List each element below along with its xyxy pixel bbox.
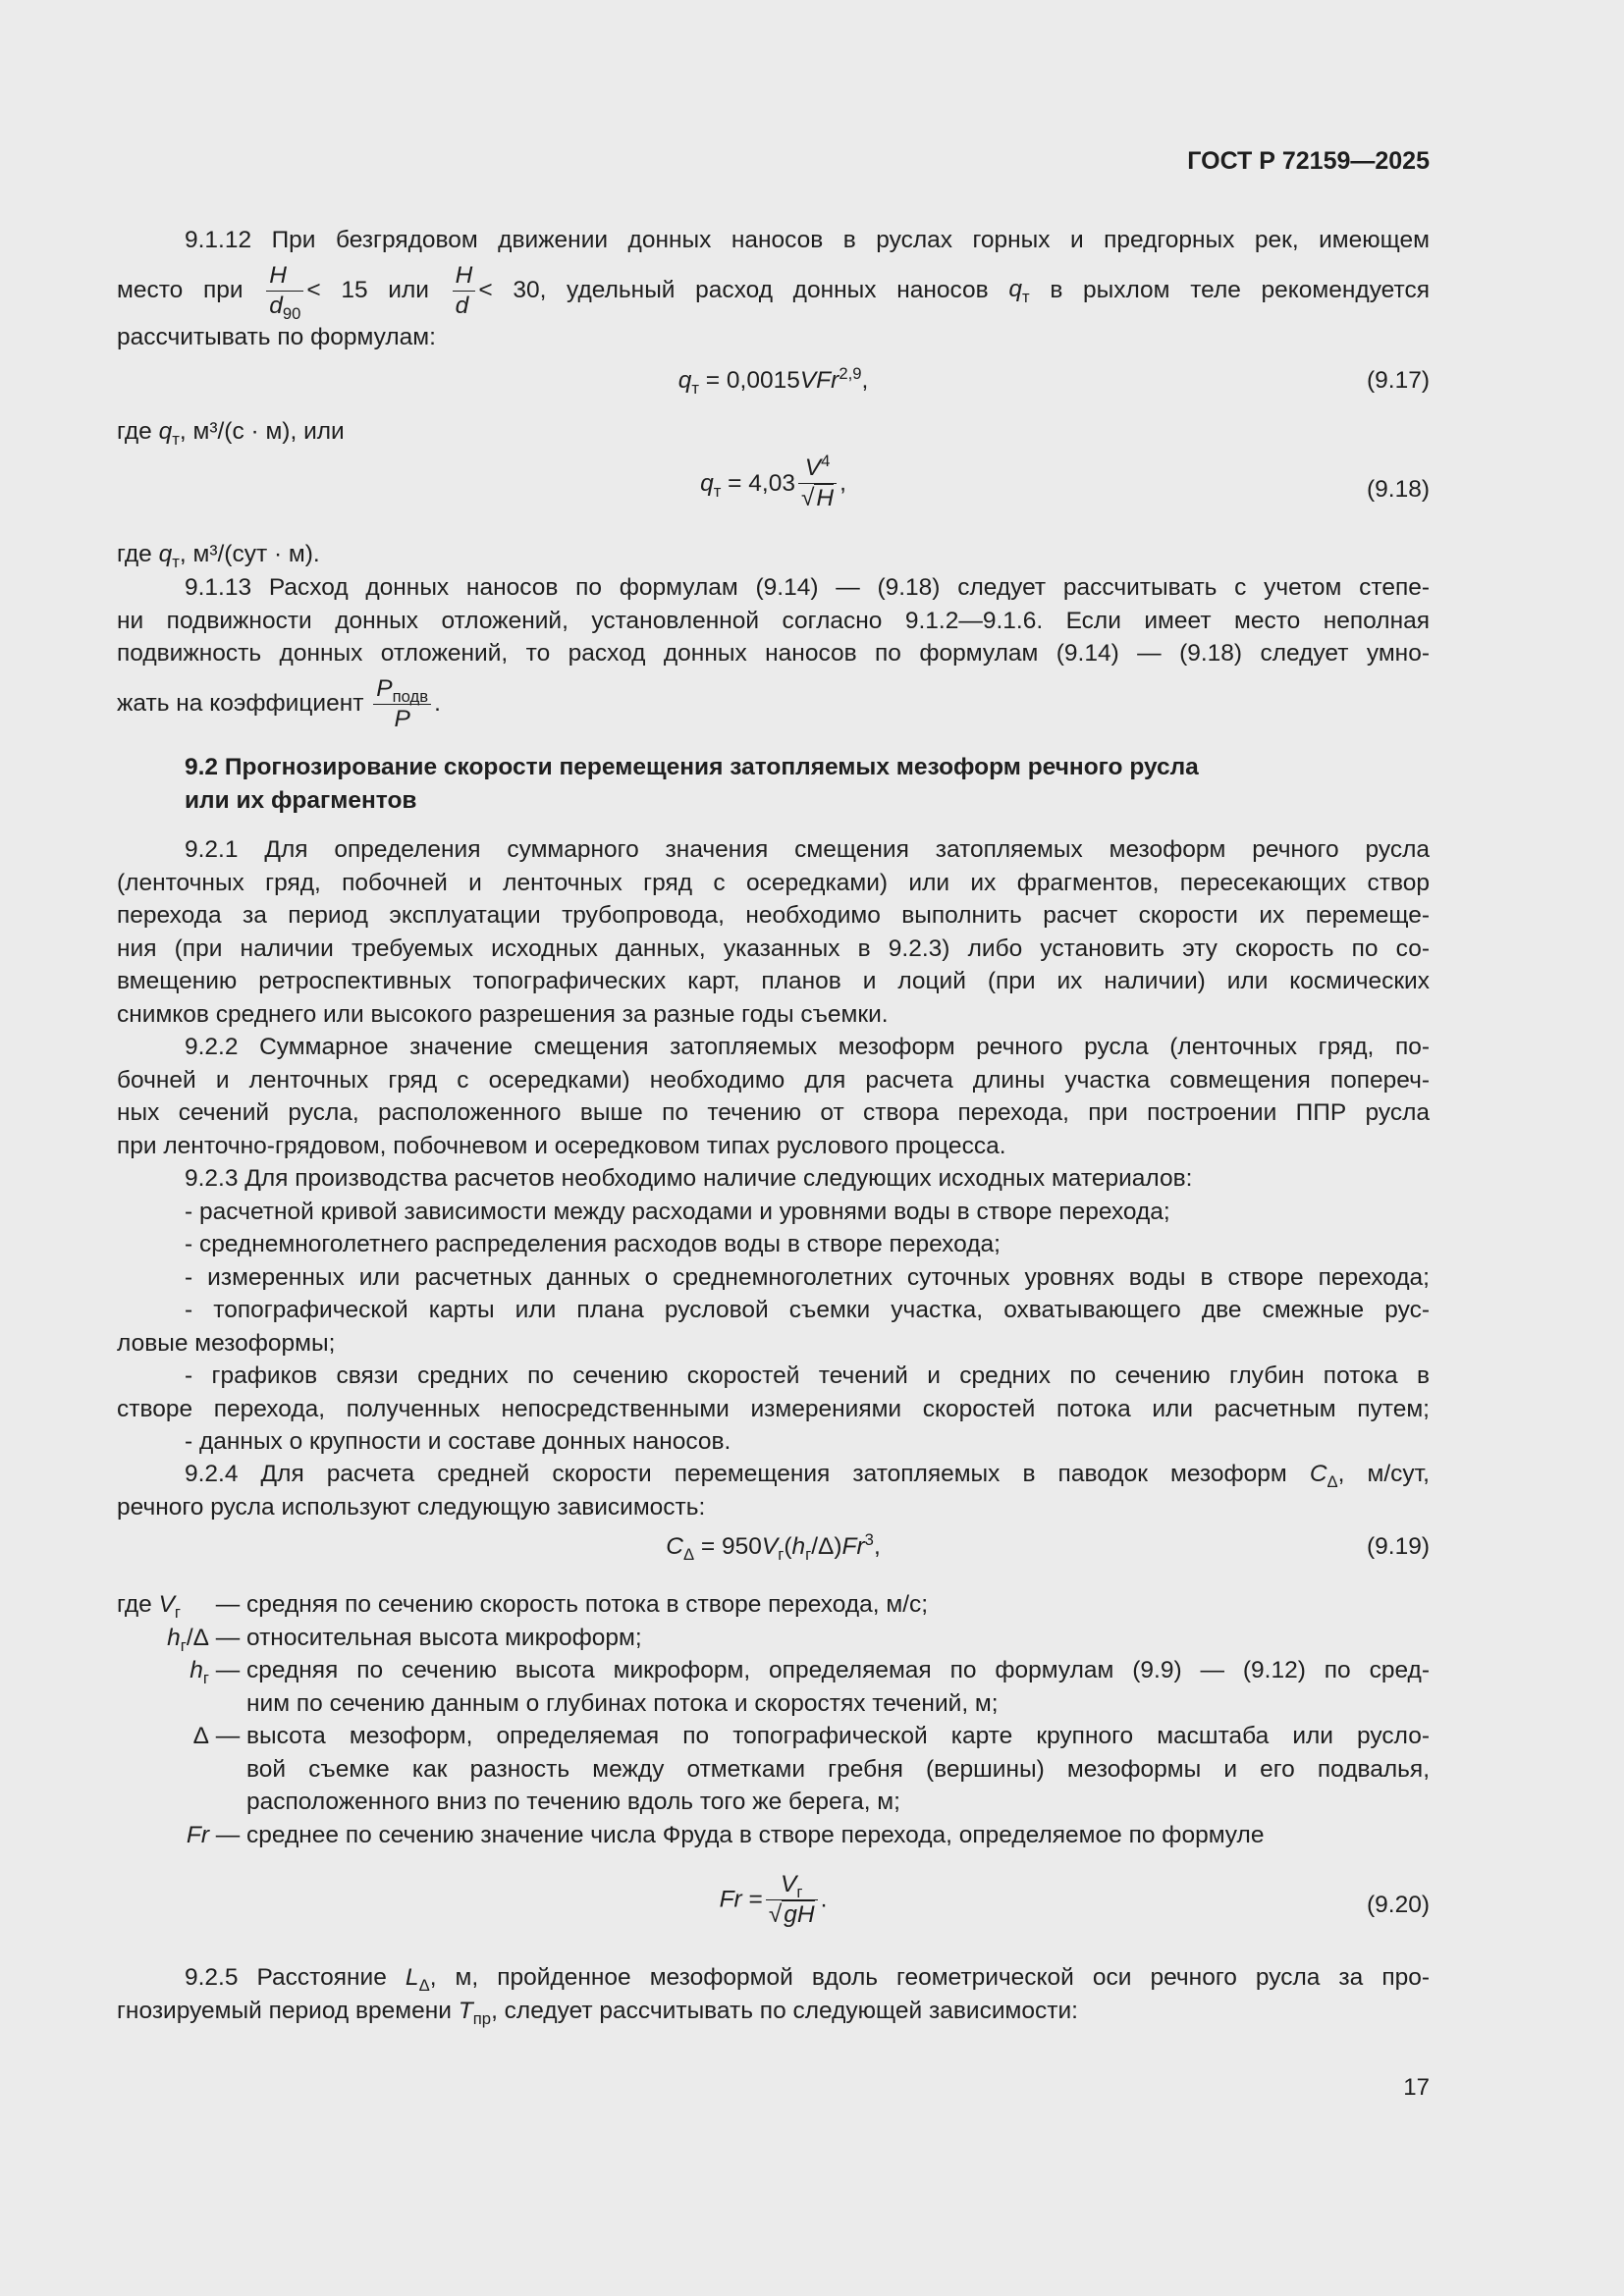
page-number: 17 [1403, 2074, 1430, 2101]
fraction-h-d: $\frac{H}{d}$ [453, 261, 476, 321]
equation-number: (9.18) [1366, 476, 1430, 503]
text-span: 9.2.4 Для расчета средней скорости перемещения затопляемых в паводок мезоформ [185, 1461, 1287, 1487]
section-heading-9-2 [185, 751, 1430, 817]
symbol-qt: $q_т$ [1008, 276, 1030, 307]
text-line: ним по сечению данным о глубинах потока и скоростях течений, м; [246, 1689, 999, 1717]
text-line: жать на коэффициент $\frac{P_{подв}}{P}$ . [117, 674, 441, 732]
definition-text [246, 1588, 1430, 1622]
where-qt-2: где $q_т$, м³/(сут · м). [117, 541, 320, 571]
equation-9-20 [117, 1870, 1430, 1949]
list-item: - среднемноголетнего распределения расходов воды в створе перехода; [185, 1231, 1001, 1257]
definition-text [246, 1720, 1430, 1819]
text-line [117, 1961, 1430, 1995]
paragraph-9-2-2 [117, 1031, 1430, 1162]
definition-text [246, 1819, 1430, 1852]
text-span: , м/сут, [1337, 1461, 1430, 1487]
definition-symbol: Fr [186, 1821, 209, 1848]
text-line [117, 261, 1430, 321]
text-line: средняя по сечению высота микроформ, определяемая по формулам (9.9) — (9.12) по сред- [246, 1657, 1430, 1683]
definitions-list [117, 1588, 1430, 1851]
equation-body: Fr = $\frac{V_г}{√gH}$ . [719, 1871, 828, 1928]
fraction-v4-sqrt-h: $\frac{V^4}{√H}$ [798, 454, 837, 513]
text-span: , м, пройденное мезоформой вдоль геометрической оси речного русла за про- [429, 1964, 1430, 1991]
list-item-cont: створе перехода, полученных непосредственными измерениями скоростей потока или расчетным путем; [117, 1395, 1430, 1422]
heading-line: или их фрагментов [185, 786, 417, 814]
text-line: вой съемке как разность между отметками гребня (вершины) мезоформы и его подвалья, [246, 1755, 1430, 1783]
text-span: жать на коэффициент [117, 689, 364, 717]
text-span: , следует рассчитывать по следующей зависимости: [491, 1997, 1078, 2024]
symbol-l-delta: $L_\Delta$ [405, 1964, 430, 1995]
text-span: , м³/(сут · м). [179, 541, 320, 567]
symbol-c-delta: $C_\Delta$ [1309, 1461, 1338, 1491]
text-line: 9.2.1 Для определения суммарного значения смещения затопляемых мезоформ речного русла [185, 836, 1430, 863]
text-line: расположенного вниз по течению вдоль того же берега, м; [246, 1789, 900, 1815]
list-item: - топографической карты или плана русловой съемки участка, охватывающего две смежные рус- [185, 1297, 1430, 1323]
text-line: 9.1.13 Расход донных наносов по формулам (9.14) — (9.18) следует рассчитывать с учетом степе- [185, 574, 1430, 601]
text-line [117, 1458, 1430, 1491]
definition-dash: — [215, 1591, 241, 1618]
text-line: рассчитывать по формулам: [117, 323, 436, 350]
text-span: < 30 [478, 276, 540, 303]
equation-number: (9.17) [1366, 367, 1430, 394]
text-line: среднее по сечению значение числа Фруда в створе перехода, определяемое по формуле [246, 1821, 1265, 1848]
paragraph-9-2-3 [117, 1162, 1430, 1459]
definition-symbol: где $V_г$ [117, 1591, 181, 1622]
text-span: , удельный расход донных наносов [539, 276, 989, 303]
text-line: (ленточных гряд, побочней и ленточных гряд с осередками) или их фрагментов, пересекающих створ [117, 869, 1430, 896]
text-span: где [117, 541, 152, 567]
definition-symbol: $h_г/\Delta$ [167, 1624, 209, 1655]
text-line: вмещению ретроспективных топографических карт, планов и лоций (при их наличии) или космических [117, 968, 1430, 994]
equation-body: $q_т = 0,0015VFr^{2,9}$, [677, 363, 869, 398]
text-span: место при [117, 276, 244, 303]
list-item: - расчетной кривой зависимости между расходами и уровнями воды в створе перехода; [185, 1198, 1170, 1225]
equation-9-18 [117, 451, 1430, 532]
text-line: при ленточно-грядовом, побочневом и осередковом типах руслового процесса. [117, 1132, 1006, 1159]
paragraph-9-1-13 [117, 571, 1430, 734]
text-line: бочней и ленточных гряд с осередками) необходимо для расчета длины участка совмещения попереч- [117, 1066, 1430, 1094]
text-line: относительная высота микроформ; [246, 1624, 642, 1651]
text-span: , м³/(с · м), или [179, 418, 345, 445]
text-span: в рыхлом теле рекомендуется [1050, 276, 1430, 303]
definition-row [117, 1819, 1430, 1852]
equation-number: (9.19) [1366, 1533, 1430, 1560]
definition-row [117, 1622, 1430, 1655]
equation-body: $C_\Delta = 950V_г(h_г/\Delta)Fr^3$, [666, 1529, 881, 1564]
definition-text [246, 1622, 1430, 1655]
definition-symbol: Δ [192, 1723, 209, 1749]
equation-9-19 [117, 1529, 1430, 1573]
fraction-p-podv-p: $\frac{P_{подв}}{P}$ [373, 674, 431, 734]
text-span: или [388, 276, 429, 303]
definition-dash: — [215, 1723, 241, 1749]
text-span: < 15 [306, 276, 368, 303]
text-line: высота мезоформ, определяемая по топографической карте крупного масштаба или русло- [246, 1723, 1430, 1749]
fraction-h-d90: $\frac{H}{d_{90}}$ [266, 261, 303, 321]
paragraph-9-2-4 [117, 1458, 1430, 1523]
text-line: речного русла используют следующую зависимость: [117, 1493, 706, 1521]
text-span: гнозируемый период времени [117, 1997, 452, 2024]
text-span: где [117, 1591, 152, 1618]
text-line: 9.1.12 При безгрядовом движении донных наносов в руслах горных и предгорных рек, имеющем [185, 227, 1430, 253]
text-line: ния (при наличии требуемых исходных данных, указанных в 9.2.3) либо установить эту скорость по со- [117, 934, 1430, 962]
text-line [117, 1995, 1430, 2028]
text-line: снимков среднего или высокого разрешения за разные годы съемки. [117, 1000, 889, 1028]
text-span: где [117, 418, 152, 445]
list-item: - графиков связи средних по сечению скоростей течений и средних по сечению глубин потока в [185, 1362, 1430, 1389]
text-line: ни подвижности донных отложений, установленной согласно 9.1.2—9.1.6. Если имеет место неполная [117, 607, 1430, 634]
definition-dash: — [215, 1821, 241, 1848]
equation-number: (9.20) [1366, 1892, 1430, 1918]
definition-text [246, 1654, 1430, 1720]
text-line: средняя по сечению скорость потока в створе перехода, м/с; [246, 1591, 929, 1618]
paragraph-9-2-5 [117, 1961, 1430, 2027]
text-line: перехода за период эксплуатации трубопровода, необходимо выполнить расчет скорости их перемеще- [117, 902, 1430, 929]
definition-dash: — [215, 1624, 241, 1651]
where-qt-1: где $q_т$, м³/(с · м), или [117, 418, 345, 449]
definition-row [117, 1654, 1430, 1720]
text-line: 9.2.2 Суммарное значение смещения затопляемых мезоформ речного русла (ленточных гряд, по- [185, 1034, 1430, 1060]
list-item-cont: ловые мезоформы; [117, 1329, 336, 1357]
paragraph-9-1-12 [117, 224, 1430, 353]
document-header: ГОСТ Р 72159—2025 [1187, 147, 1430, 175]
list-item: - данных о крупности и составе донных наносов. [185, 1428, 731, 1455]
definition-row [117, 1588, 1430, 1622]
equation-body: $q_т = 4,03$ $\frac{V^4}{√H}$ , [700, 451, 846, 511]
fraction-vg-sqrt-gh: $\frac{V_г}{√gH}$ [766, 1870, 818, 1930]
text-line: 9.2.3 Для производства расчетов необходимо наличие следующих исходных материалов: [185, 1165, 1193, 1192]
definition-symbol: $h_г$ [189, 1657, 209, 1687]
text-line: подвижность донных отложений, то расход донных наносов по формулам (9.14) — (9.18) следует умно- [117, 640, 1430, 667]
definition-dash: — [215, 1657, 241, 1683]
text-span: 9.2.5 Расстояние [185, 1964, 387, 1991]
definition-row [117, 1720, 1430, 1819]
list-item: - измеренных или расчетных данных о среднемноголетних суточных уровнях воды в створе перехода; [185, 1263, 1430, 1291]
symbol-t-pr: $T_{пр}$ [458, 1997, 492, 2028]
heading-line: 9.2 Прогнозирование скорости перемещения затопляемых мезоформ речного русла [185, 754, 1199, 780]
text-line: ных сечений русла, расположенного выше по течению от створа перехода, при построении ППР русла [117, 1099, 1430, 1126]
paragraph-9-2-1 [117, 833, 1430, 1031]
equation-9-17 [117, 363, 1430, 406]
